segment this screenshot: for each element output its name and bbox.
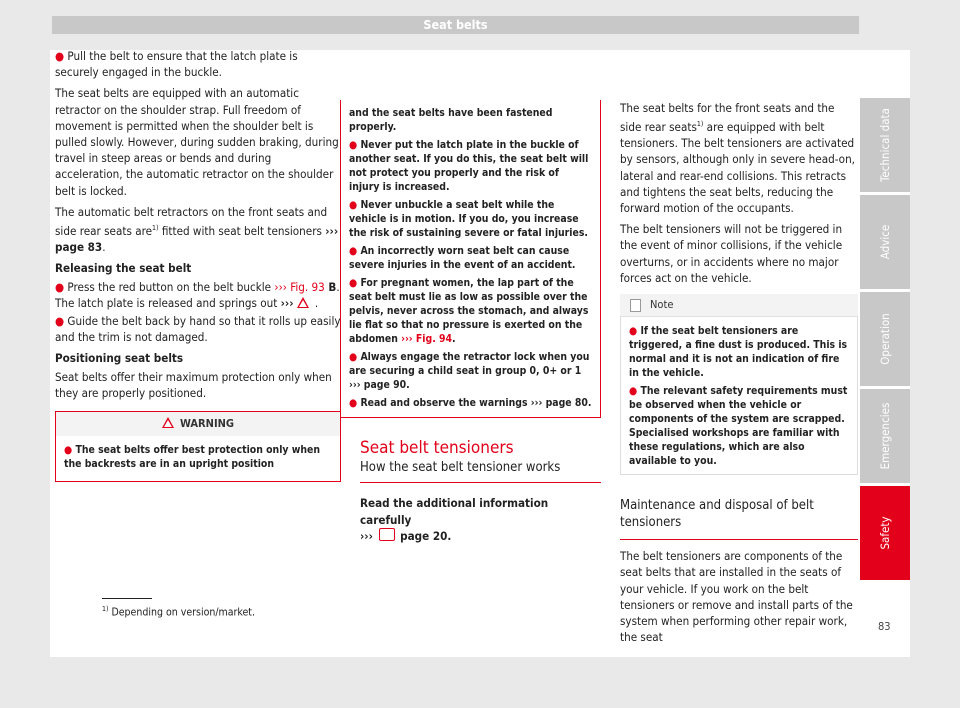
text: Guide the belt back by hand so that it rolls up easily and the trim is not damaged. [55,313,341,345]
text: . The latch plate is released and springs out [55,279,340,310]
tab-safety[interactable] [860,486,910,580]
book-icon [379,528,395,541]
bullet: ● [55,49,65,63]
paragraph: The belt tensioners are components of the seat belts that are installed in the seats of your vehicle. If you work on the belt tensioners or remove and install parts of the system when performing other repair work, the seat [620,549,853,645]
text: Read and observe the warnings [360,397,531,409]
warning-item [349,276,592,346]
bullet: ● [349,139,358,151]
text: . [447,528,452,543]
note-header [620,294,858,317]
chapter-tabs [860,98,910,583]
warning-header [56,412,340,436]
bullet: ● [629,385,638,398]
read-more [360,495,601,544]
note-title: Note [650,298,674,312]
section-title: Seat belt tensioners [360,438,514,458]
subsection-title: How the seat belt tensioner works [360,460,601,483]
footnote-text: Depending on version/market. [111,606,255,619]
tab-label: Technical data [878,108,892,182]
paragraph: The seat belts are equipped with an automatic retractor on the shoulder strap. Full freedom of movement is permitted when the shoulder belt is pulled slowly. However, during sudden braking, during travel in steep areas or bends and during acceleration, the automatic retractor on the shoulder belt is locked. [55,86,339,198]
text: Never put the latch plate in the buckle of another seat. If you do this, the seat belt will not protect you properly and the risk of injury is increased. [349,139,589,193]
subheading-position: Positioning seat belts [55,351,184,366]
bullet: ● [55,279,65,294]
bullet: ● [349,199,358,211]
column-2 [340,100,601,549]
tab-technical-data[interactable] [860,98,910,192]
note-item [629,384,849,468]
warning-icon [162,417,174,428]
tab-advice[interactable] [860,195,910,289]
text: . [587,397,592,409]
tab-label: Safety [878,516,892,550]
tab-label: Emergencies [878,402,892,470]
page-number: 83 [878,620,891,633]
figure-link[interactable]: ››› Fig. 93 [274,279,325,294]
warning-item [349,138,592,194]
column-3 [620,100,858,650]
page-link[interactable]: page 20 [400,528,448,543]
text: An incorrectly worn seat belt can cause severe injuries in the event of an accident. [349,245,576,271]
bullet: ● [55,313,65,328]
warning-box [55,411,341,482]
text: Always engage the retractor lock when you are securing a child seat in group 0, 0+ or 1 [349,351,590,377]
warning-item [349,198,592,240]
paragraph [55,204,341,255]
text: The automatic belt retractors on the front seats and side rear seats are [55,204,328,238]
footnote-divider [102,598,152,599]
note-icon [630,299,641,312]
text: Pull the belt to ensure that the latch plate is securely engaged in the buckle. [55,49,298,80]
warning-continued [340,100,601,418]
text: are equipped with belt tensioners. The belt tensioners are activated by sensors, although only in severe head-on, lateral and rear-end collisions. This retracts and tightens the seat belts, reducing the forward motion of the occupants. [620,120,855,216]
warning-link[interactable]: ››› [280,295,294,310]
paragraph: Seat belts offer their maximum protection only when they are properly positioned. [55,369,332,400]
warning-item [349,350,592,392]
bullet: ● [629,325,638,338]
tab-emergencies[interactable] [860,389,910,483]
text: The seat belts offer best protection only when the backrests are in an upright position [64,443,321,470]
subheading-release: Releasing the seat belt [55,261,192,276]
page-link[interactable]: ››› [360,528,373,543]
figure-link[interactable]: ››› Fig. 94 [401,333,453,345]
paragraph [55,313,341,345]
page-link[interactable]: ››› page 90 [349,379,407,391]
text: Press the red button on the belt buckle [67,279,275,294]
text: The relevant safety requirements must be observed when the vehicle or components of the system are scrapped. Specialised workshops are familiar with these regulations, which are also available to you. [629,385,848,468]
note-body [620,317,858,475]
bullet: ● [349,277,358,289]
text: Never unbuckle a seat belt while the vehicle is in motion. If you do, you increase the risk of sustaining severe or fatal injuries. [349,199,588,239]
tab-label: Operation [878,313,892,365]
text: . [314,295,319,310]
bullet: ● [349,245,358,257]
page-link[interactable]: ››› page 83 [55,223,339,255]
page-link[interactable]: ››› page 80 [530,397,588,409]
bullet: ● [349,351,358,363]
text: . [452,333,456,345]
page-header: Seat belts [52,16,859,34]
text: fitted with seat belt tensioners [158,223,326,238]
tab-label: Advice [878,224,892,260]
text: The seat belts for the front seats and the side rear seats [620,101,835,135]
paragraph [620,100,858,216]
warning-item [64,443,332,471]
text: . [406,379,410,391]
footnote [102,605,255,619]
note-box [620,294,858,475]
text: If the seat belt tensioners are triggered, a fine dust is produced. This is normal and it is not an indication of fire in the vehicle. [629,325,848,380]
warning-body [56,436,340,481]
text: Read the additional information carefully [360,496,549,527]
warning-item [349,396,592,410]
text: . [102,240,106,255]
footnote-ref: 1) [696,120,704,129]
paragraph [55,48,341,80]
footnote-ref: 1) [152,224,159,233]
footnote-mark: 1) [102,605,109,613]
warning-item: and the seat belts have been fastened properly. [349,107,553,133]
warning-icon [297,297,309,308]
column-1 [55,48,341,482]
bullet: ● [349,397,358,409]
paragraph: The belt tensioners will not be triggered in the event of minor collisions, if the vehicle overturns, or in accidents where no major forces act on the vehicle. [620,222,843,285]
warning-item [349,244,592,272]
note-item [629,324,849,380]
paragraph [55,279,341,311]
text: For pregnant women, the lap part of the seat belt must lie as low as possible over the pelvis, never across the stomach, and always lie flat so that no pressure is exerted on the abdomen [349,277,589,345]
tab-operation[interactable] [860,292,910,386]
tensioner-section [340,440,601,544]
bullet: ● [64,443,73,456]
maintenance-heading: Maintenance and disposal of belt tensioners [620,497,858,540]
warning-title: WARNING [179,416,235,430]
text: B [324,279,337,294]
